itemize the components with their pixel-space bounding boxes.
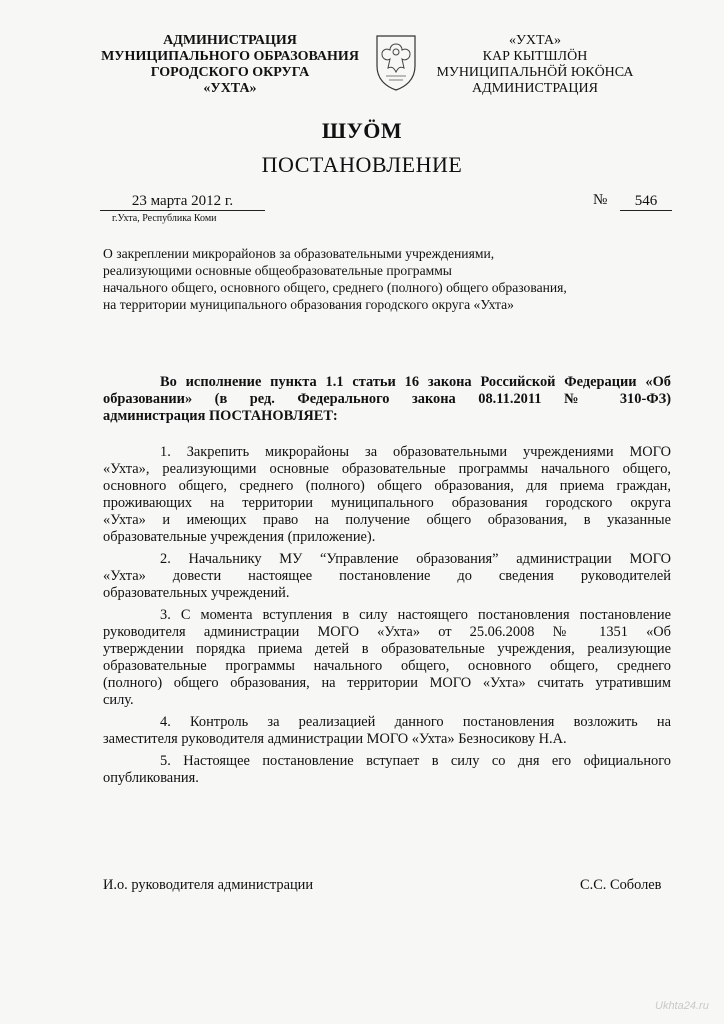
- header-right-line: МУНИЦИПАЛЬНÖЙ ЮКÖНСА: [436, 65, 634, 80]
- header-right-line: КАР КЫТШЛÖН: [482, 49, 588, 64]
- preamble-line: администрация ПОСТАНОВЛЯЕТ:: [103, 408, 338, 424]
- paragraph-line: 2. Начальнику МУ “Управление образования” администрации МОГО: [160, 551, 671, 567]
- paragraph-line: образовательных учреждений.: [103, 585, 290, 601]
- document-body: [103, 444, 671, 792]
- paragraph-3: [103, 607, 671, 709]
- preamble: [103, 374, 671, 425]
- paragraph-line: утверждении порядка приема детей в образовательные учреждения, реализующие: [103, 641, 671, 657]
- paragraph-line: 5. Настоящее постановление вступает в силу со дня его официального: [160, 753, 671, 769]
- document-title: ПОСТАНОВЛЕНИЕ: [261, 152, 463, 177]
- preamble-line: Во исполнение пункта 1.1 статьи 16 закона Российской Федерации «Об: [160, 374, 671, 390]
- header-right-block: [425, 33, 645, 97]
- header-left-line: МУНИЦИПАЛЬНОГО ОБРАЗОВАНИЯ: [101, 49, 359, 64]
- paragraph-line: опубликования.: [103, 770, 199, 786]
- preamble-line: образовании» (в ред. Федерального закона 08.11.2011 № 310-ФЗ): [103, 391, 671, 407]
- header-left-block: [100, 33, 360, 97]
- subject-line: О закреплении микрорайонов за образовательными учреждениями,: [103, 246, 495, 261]
- paragraph-4: [103, 714, 671, 748]
- paragraph-5: [103, 753, 671, 787]
- document-place: г.Ухта, Республика Коми: [112, 213, 217, 224]
- paragraph-2: [103, 551, 671, 602]
- subject-line: начального общего, основного общего, среднего (полного) общего образования,: [103, 280, 567, 295]
- paragraph-line: «Ухта» довести настоящее постановление до сведения руководителей: [103, 568, 671, 584]
- header-left-line: ГОРОДСКОГО ОКРУГА: [150, 65, 310, 80]
- coat-of-arms-emblem: [374, 32, 418, 92]
- paragraph-line: силу.: [103, 692, 134, 708]
- paragraph-line: 1. Закрепить микрорайоны за образовательными учреждениями МОГО: [160, 444, 671, 460]
- paragraph-line: заместителя руководителя администрации МОГО «Ухта» Безносикову Н.А.: [103, 731, 567, 747]
- document-subject: [103, 245, 567, 313]
- signature-title: И.о. руководителя администрации: [103, 877, 314, 893]
- paragraph-line: (полного) общего образования, на территории МОГО «Ухта» считать утратившим: [103, 675, 671, 691]
- paragraph-line: 3. С момента вступления в силу настоящего постановления постановление: [160, 607, 671, 623]
- header-left-line: АДМИНИСТРАЦИЯ: [163, 33, 297, 48]
- paragraph-line: руководителя администрации МОГО «Ухта» от 25.06.2008 № 1351 «Об: [103, 624, 671, 640]
- paragraph-line: образовательные программы начального общего, основного общего, среднего: [103, 658, 671, 674]
- document-title-komi: ШУÖМ: [321, 118, 403, 143]
- paragraph-line: проживающих на территории муниципального образования городского округа: [103, 495, 671, 511]
- paragraph-1: [103, 444, 671, 546]
- signature-name: С.С. Соболев: [580, 877, 662, 893]
- header-right-line: «УХТА»: [509, 33, 561, 48]
- subject-line: на территории муниципального образования городского округа «Ухта»: [103, 297, 514, 312]
- paragraph-line: образовательные учреждения (приложение).: [103, 529, 376, 545]
- document-number-label: №: [593, 192, 608, 208]
- paragraph-line: 4. Контроль за реализацией данного постановления возложить на: [160, 714, 671, 730]
- header-right-line: АДМИНИСТРАЦИЯ: [472, 81, 598, 96]
- paragraph-line: «Ухта», реализующими основные образовательные программы начального общего,: [103, 461, 671, 477]
- paragraph-line: «Ухта» и имеющих право на получение общего образования, в указанные: [103, 512, 671, 528]
- site-watermark: Ukhta24.ru: [655, 1000, 709, 1012]
- paragraph-line: основного общего, среднего (полного) общего образования, для приема граждан,: [103, 478, 671, 494]
- document-date: 23 марта 2012 г.: [100, 192, 265, 211]
- subject-line: реализующими основные общеобразовательные программы: [103, 263, 452, 278]
- document-number: 546: [620, 192, 672, 211]
- header-left-line: «УХТА»: [203, 81, 257, 96]
